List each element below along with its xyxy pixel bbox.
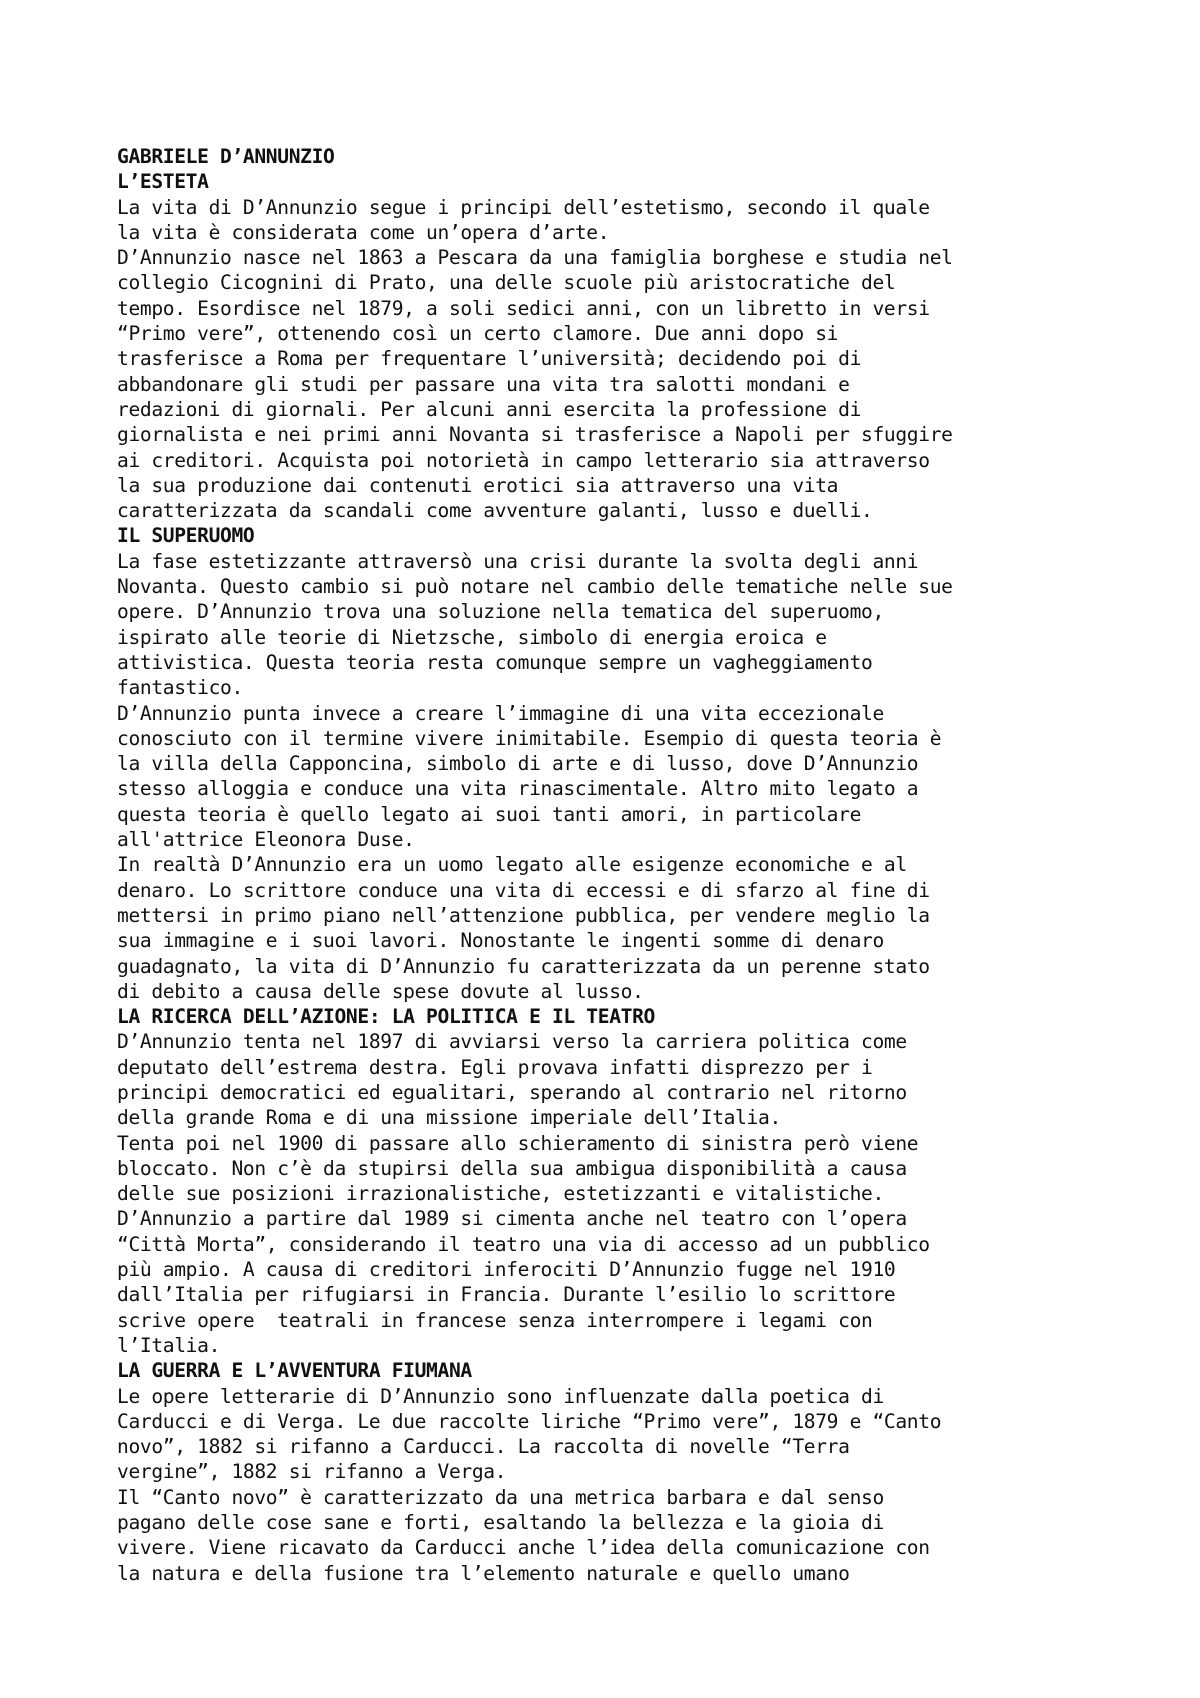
paragraph-line: dall’Italia per rifugiarsi in Francia. Durante l’esilio lo scrittore bbox=[117, 1283, 896, 1307]
section-heading: LA GUERRA E L’AVVENTURA FIUMANA bbox=[117, 1359, 472, 1383]
paragraph-line: Le opere letterarie di D’Annunzio sono influenzate dalla poetica di bbox=[117, 1384, 884, 1408]
paragraph-line: all'attrice Eleonora Duse. bbox=[117, 828, 415, 852]
paragraph bbox=[117, 549, 1117, 701]
paragraph-line: D’Annunzio nasce nel 1863 a Pescara da una famiglia borghese e studia nel bbox=[117, 246, 953, 270]
paragraph-line: pagano delle cose sane e forti, esaltando la bellezza e la gioia di bbox=[117, 1511, 884, 1535]
paragraph-line: principi democratici ed egualitari, sperando al contrario nel ritorno bbox=[117, 1080, 907, 1104]
paragraph bbox=[117, 1131, 1117, 1207]
paragraph-line: vivere. Viene ricavato da Carducci anche l’idea della comunicazione con bbox=[117, 1536, 930, 1560]
paragraph-line: la villa della Capponcina, simbolo di arte e di lusso, dove D’Annunzio bbox=[117, 752, 919, 776]
paragraph bbox=[117, 245, 1117, 523]
paragraph-line: Novanta. Questo cambio si può notare nel cambio delle tematiche nelle sue bbox=[117, 575, 953, 599]
paragraph bbox=[117, 195, 1117, 246]
paragraph-line: D’Annunzio a partire dal 1989 si cimenta anche nel teatro con l’opera bbox=[117, 1207, 907, 1231]
paragraph-line: trasferisce a Roma per frequentare l’università; decidendo poi di bbox=[117, 347, 862, 371]
paragraph-line: di debito a causa delle spese dovute al lusso. bbox=[117, 979, 644, 1003]
paragraph-line: l’Italia. bbox=[117, 1333, 221, 1357]
paragraph-line: questa teoria è quello legato ai suoi tanti amori, in particolare bbox=[117, 802, 862, 826]
paragraph-line: tempo. Esordisce nel 1879, a soli sedici anni, con un libretto in versi bbox=[117, 296, 930, 320]
paragraph-line: Tenta poi nel 1900 di passare allo schieramento di sinistra però viene bbox=[117, 1131, 919, 1155]
document-section bbox=[117, 169, 1117, 523]
paragraph-line: La vita di D’Annunzio segue i principi dell’estetismo, secondo il quale bbox=[117, 195, 930, 219]
section-heading: LA RICERCA DELL’AZIONE: LA POLITICA E IL TEATRO bbox=[117, 1005, 655, 1029]
paragraph-line: redazioni di giornali. Per alcuni anni esercita la professione di bbox=[117, 397, 862, 421]
paragraph-line: vergine”, 1882 si rifanno a Verga. bbox=[117, 1460, 507, 1484]
paragraph-line: D’Annunzio punta invece a creare l’immagine di una vita eccezionale bbox=[117, 701, 884, 725]
document-section bbox=[117, 1004, 1117, 1358]
paragraph bbox=[117, 852, 1117, 1004]
paragraph-line: novo”, 1882 si rifanno a Carducci. La raccolta di novelle “Terra bbox=[117, 1435, 850, 1459]
section-heading: L’ESTETA bbox=[117, 170, 209, 194]
paragraph-line: opere. D’Annunzio trova una soluzione nella tematica del superuomo, bbox=[117, 600, 884, 624]
paragraph-line: più ampio. A causa di creditori inferociti D’Annunzio fugge nel 1910 bbox=[117, 1258, 896, 1282]
paragraph-line: la vita è considerata come un’opera d’arte. bbox=[117, 220, 610, 244]
paragraph-line: la natura e della fusione tra l’elemento naturale e quello umano bbox=[117, 1561, 850, 1585]
paragraph-line: mettersi in primo piano nell’attenzione pubblica, per vendere meglio la bbox=[117, 903, 930, 927]
document-title: GABRIELE D’ANNUNZIO bbox=[117, 145, 335, 168]
paragraph-line: la sua produzione dai contenuti erotici sia attraverso una vita bbox=[117, 473, 839, 497]
paragraph-line: In realtà D’Annunzio era un uomo legato alle esigenze economiche e al bbox=[117, 853, 907, 877]
paragraph-line: La fase estetizzante attraversò una crisi durante la svolta degli anni bbox=[117, 549, 919, 573]
paragraph-line: Il “Canto novo” è caratterizzato da una metrica barbara e dal senso bbox=[117, 1485, 884, 1509]
paragraph bbox=[117, 1206, 1117, 1358]
paragraph-line: guadagnato, la vita di D’Annunzio fu caratterizzata da un perenne stato bbox=[117, 954, 930, 978]
paragraph-line: deputato dell’estrema destra. Egli provava infatti disprezzo per i bbox=[117, 1055, 873, 1079]
paragraph-line: Carducci e di Verga. Le due raccolte liriche “Primo vere”, 1879 e “Canto bbox=[117, 1409, 942, 1433]
document-section bbox=[117, 523, 1117, 1004]
paragraph-line: stesso alloggia e conduce una vita rinascimentale. Altro mito legato a bbox=[117, 777, 919, 801]
paragraph-line: bloccato. Non c’è da stupirsi della sua ambigua disponibilità a causa bbox=[117, 1156, 907, 1180]
paragraph-line: attivistica. Questa teoria resta comunque sempre un vagheggiamento bbox=[117, 650, 873, 674]
paragraph-line: ispirato alle teorie di Nietzsche, simbolo di energia eroica e bbox=[117, 625, 827, 649]
paragraph-line: scrive opere teatrali in francese senza interrompere i legami con bbox=[117, 1308, 873, 1332]
document-body bbox=[117, 169, 1117, 1586]
paragraph bbox=[117, 1384, 1117, 1485]
paragraph-line: fantastico. bbox=[117, 676, 243, 700]
paragraph-line: collegio Cicognini di Prato, una delle scuole più aristocratiche del bbox=[117, 271, 896, 295]
paragraph-line: “Città Morta”, considerando il teatro una via di accesso ad un pubblico bbox=[117, 1232, 930, 1256]
paragraph-line: abbandonare gli studi per passare una vita tra salotti mondani e bbox=[117, 372, 850, 396]
paragraph bbox=[117, 701, 1117, 853]
section-heading: IL SUPERUOMO bbox=[117, 524, 255, 548]
paragraph-line: caratterizzata da scandali come avventure galanti, lusso e duelli. bbox=[117, 499, 873, 523]
paragraph-line: D’Annunzio tenta nel 1897 di avviarsi verso la carriera politica come bbox=[117, 1030, 907, 1054]
paragraph-line: giornalista e nei primi anni Novanta si trasferisce a Napoli per sfuggire bbox=[117, 423, 953, 447]
document-section bbox=[117, 1358, 1117, 1586]
paragraph-line: “Primo vere”, ottenendo così un certo clamore. Due anni dopo si bbox=[117, 322, 839, 346]
paragraph-line: delle sue posizioni irrazionalistiche, estetizzanti e vitalistiche. bbox=[117, 1182, 884, 1206]
paragraph-line: conosciuto con il termine vivere inimitabile. Esempio di questa teoria è bbox=[117, 726, 942, 750]
paragraph-line: della grande Roma e di una missione imperiale dell’Italia. bbox=[117, 1106, 781, 1130]
paragraph bbox=[117, 1029, 1117, 1130]
paragraph-line: ai creditori. Acquista poi notorietà in campo letterario sia attraverso bbox=[117, 448, 930, 472]
paragraph-line: denaro. Lo scrittore conduce una vita di eccessi e di sfarzo al fine di bbox=[117, 878, 930, 902]
paragraph-line: sua immagine e i suoi lavori. Nonostante le ingenti somme di denaro bbox=[117, 929, 884, 953]
paragraph bbox=[117, 1485, 1117, 1586]
document-page bbox=[117, 144, 1117, 1586]
